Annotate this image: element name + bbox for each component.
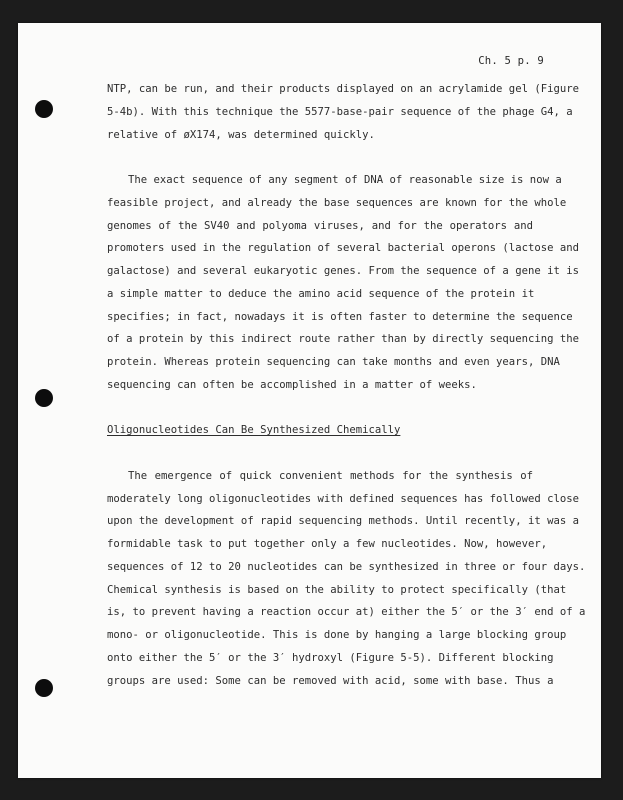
text-line: The exact sequence of any segment of DNA of reasonable size is now a xyxy=(128,174,562,186)
text-line: NTP, can be run, and their products displayed on an acrylamide gel (Figure xyxy=(107,83,579,95)
text-line: is, to prevent having a reaction occur at) either the 5′ or the 3′ end of a xyxy=(107,606,586,619)
text-line: formidable task to put together only a few nucleotides. Now, however, xyxy=(107,538,548,550)
text-line: The emergence of quick convenient methods for the synthesis of xyxy=(128,469,533,482)
text-line: relative of øX174, was determined quickly. xyxy=(107,128,375,141)
text-line: of a protein by this indirect route rather than by directly sequencing the xyxy=(107,333,579,346)
text-line: upon the development of rapid sequencing methods. Until recently, it was a xyxy=(107,515,579,528)
page-number: Ch. 5 p. 9 xyxy=(478,55,544,67)
text-line: promoters used in the regulation of several bacterial operons (lactose and xyxy=(107,242,579,255)
text-line: mono- or oligonucleotide. This is done by hanging a large blocking group xyxy=(107,629,567,641)
text-line: sequencing can often be accomplished in a matter of weeks. xyxy=(107,378,477,391)
binder-hole-bottom xyxy=(35,679,53,697)
text-line: specifies; in fact, nowadays it is often faster to determine the sequence xyxy=(107,310,573,323)
binder-hole-middle xyxy=(35,389,53,407)
text-line: Chemical synthesis is based on the ability to protect specifically (that xyxy=(107,583,567,596)
text-line: groups are used: Some can be removed with acid, some with base. Thus a xyxy=(107,674,554,687)
text-line: sequences of 12 to 20 nucleotides can be synthesized in three or four days. xyxy=(107,560,586,573)
page-body xyxy=(107,78,586,692)
text-line: moderately long oligonucleotides with defined sequences has followed close xyxy=(107,492,579,505)
text-line: onto either the 5′ or the 3′ hydroxyl (Figure 5-5). Different blocking xyxy=(107,651,554,664)
text-line: 5-4b). With this technique the 5577-base-pair sequence of the phage G4, a xyxy=(107,105,573,118)
text-line: genomes of the SV40 and polyoma viruses, and for the operators and xyxy=(107,219,533,232)
text-line: a simple matter to deduce the amino acid sequence of the protein it xyxy=(107,287,535,300)
binder-hole-top xyxy=(35,100,53,118)
document-page xyxy=(18,23,601,778)
text-line: feasible project, and already the base sequences are known for the whole xyxy=(107,196,567,209)
text-line: galactose) and several eukaryotic genes. From the sequence of a gene it is xyxy=(107,265,579,277)
text-line: protein. Whereas protein sequencing can take months and even years, DNA xyxy=(107,356,560,368)
section-heading: Oligonucleotides Can Be Synthesized Chemically xyxy=(107,424,401,437)
